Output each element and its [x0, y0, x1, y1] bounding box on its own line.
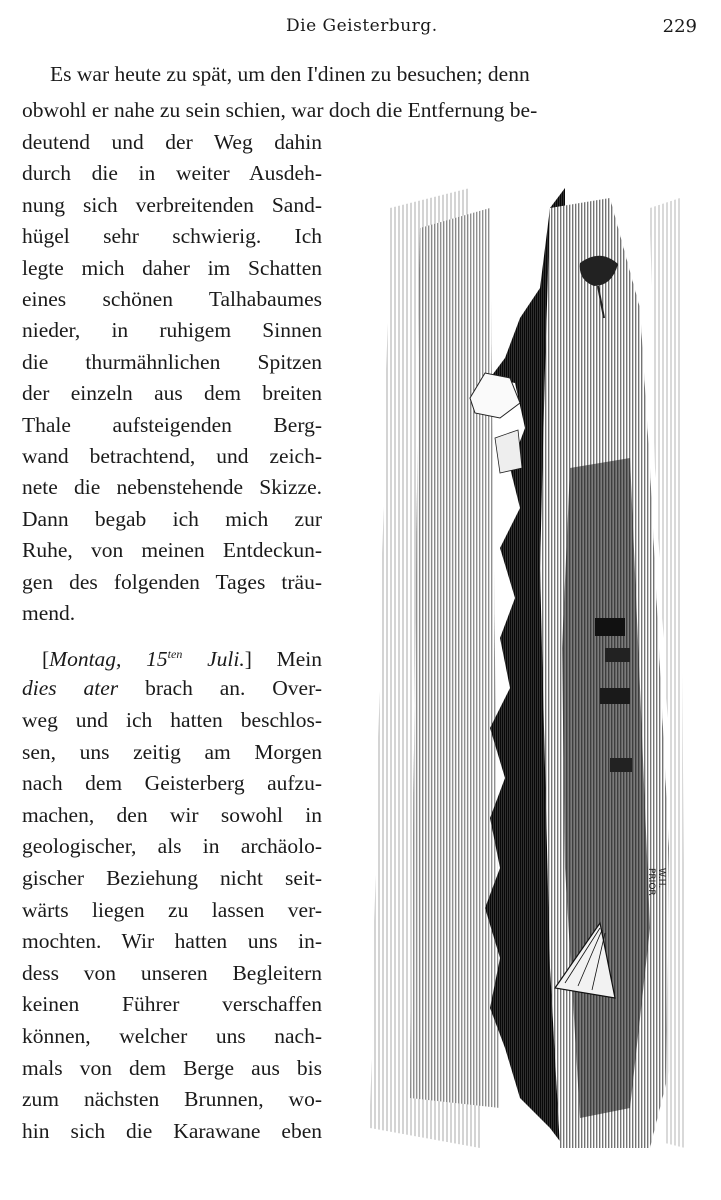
date-line: [Montag, $15^{ten}$ Juli.] Mein — [42, 647, 322, 671]
text-line: mochten. Wir hatten uns in- — [22, 929, 322, 954]
text-line: nieder, in ruhigem Sinnen — [22, 318, 322, 343]
text-line: nung sich verbreitenden Sand- — [22, 192, 322, 217]
tower-peak-2 — [495, 430, 522, 473]
text-line: wand betrachtend, und zeich- — [22, 444, 322, 468]
text-line: geologischer, als in archäolo- — [22, 834, 322, 859]
text-line: obwohl er nahe zu sein schien, war doch die Entfernung be- — [22, 98, 538, 122]
page-header — [0, 16, 721, 46]
running-title: Die Geisterburg. — [286, 16, 438, 36]
text-line: dies ater brach an. Over- — [22, 676, 322, 700]
text-line: nete die nebenstehende Skizze. — [22, 475, 322, 500]
text-line: durch die in weiter Ausdeh- — [22, 161, 322, 186]
text-line: die thurmähnlichen Spitzen — [22, 349, 322, 374]
text-line: eines schönen Talhabaumes — [22, 287, 322, 311]
text-line: Dann begab ich mich zur — [22, 506, 322, 531]
text-line: Thale aufsteigenden Berg- — [22, 412, 322, 437]
text-line: deutend und der Weg dahin — [22, 130, 322, 154]
text-line: legte mich daher im Schatten — [22, 255, 322, 280]
text-line: sen, uns zeitig am Morgen — [22, 739, 322, 764]
sky-mid — [410, 208, 500, 1108]
text-line: Ruhe, von meinen Entdeckun- — [22, 538, 322, 563]
date-text: Montag, $15^{ten}$ Juli. — [49, 647, 245, 671]
text-line: hin sich die Karawane eben — [22, 1118, 322, 1143]
text-line: der einzeln aus dem breiten — [22, 381, 322, 406]
text-line: gischer Beziehung nicht seit- — [22, 866, 322, 890]
text-line: machen, den wir sowohl in — [22, 802, 322, 827]
text-line: nach dem Geisterberg aufzu- — [22, 771, 322, 796]
text-line: gen des folgenden Tages träu- — [22, 569, 322, 594]
engraving-illustration — [350, 168, 688, 1148]
text-line: dess von unseren Begleitern — [22, 960, 322, 985]
text-line: hügel sehr schwierig. Ich — [22, 224, 322, 249]
engraving-svg — [350, 168, 688, 1148]
text-line: mend. — [22, 601, 76, 625]
page-number: 229 — [662, 16, 697, 37]
text-line: weg und ich hatten beschlos- — [22, 708, 322, 732]
text-line: wärts liegen zu lassen ver- — [22, 897, 322, 922]
engraver-signature: W.H. PRIOR — [646, 868, 666, 896]
text-line: mals von dem Berge aus bis — [22, 1055, 322, 1080]
text-line: keinen Führer verschaffen — [22, 992, 322, 1017]
text-line: können, welcher uns nach- — [22, 1024, 322, 1048]
text-line: Es war heute zu spät, um den I'dinen zu besuchen; denn — [50, 62, 530, 86]
text-line: zum nächsten Brunnen, wo- — [22, 1087, 322, 1112]
dies-ater: dies ater — [22, 676, 119, 700]
